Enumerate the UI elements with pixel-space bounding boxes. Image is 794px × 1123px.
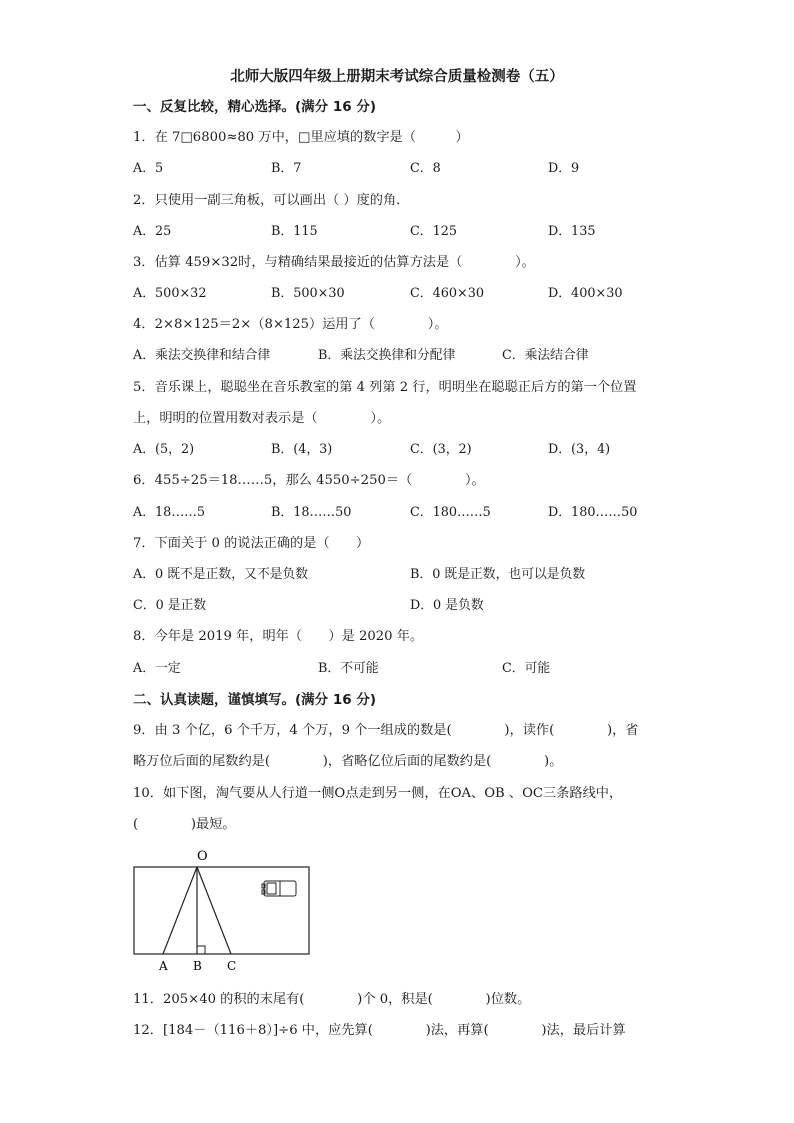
question-10-line-2: ( )最短。	[133, 817, 236, 832]
question-2: 2．只使用一副三角板，可以画出（ ）度的角．	[133, 193, 410, 208]
q5-option-d: D．(3，4)	[548, 442, 611, 457]
question-9-line-1: 9．由 3 个亿，6 个千万，4 个万，9 个一组成的数是( )，读作( )，省	[133, 723, 639, 738]
q5-option-b: B．(4，3)	[271, 442, 333, 457]
question-12: 12．[184－（116＋8）]÷6 中，应先算( )法，再算( )法，最后计算	[133, 1023, 626, 1038]
section-heading-1: 一、反复比较，精心选择。(满分 16 分)	[133, 99, 377, 115]
question-5-line-2: 上，明明的位置用数对表示是（ ）。	[133, 411, 391, 426]
path-oa	[163, 867, 197, 954]
q8-option-b: B．不可能	[318, 661, 379, 676]
q3-option-d: D．400×30	[548, 286, 623, 301]
q2-option-c: C．125	[410, 224, 458, 239]
q6-option-b: B．18……50	[271, 505, 352, 520]
q6-option-d: D．180……50	[548, 505, 638, 520]
q5-option-c: C．(3，2)	[410, 442, 472, 457]
q3-option-c: C．460×30	[410, 286, 485, 301]
road-rectangle	[134, 867, 309, 954]
q3-option-a: A．500×32	[133, 286, 207, 301]
q4-option-b: B．乘法交换律和分配律	[318, 348, 456, 363]
q3-option-b: B．500×30	[271, 286, 345, 301]
q8-option-a: A．一定	[133, 661, 181, 676]
q7-option-a: A．0 既不是正数，又不是负数	[133, 567, 309, 582]
right-angle-mark	[197, 946, 205, 954]
point-b-label: B	[193, 959, 202, 973]
page-title: 北师大版四年级上册期末考试综合质量检测卷（五）	[230, 69, 564, 85]
q7-option-b: B．0 既是正数，也可以是负数	[410, 567, 586, 582]
path-oc	[197, 867, 231, 954]
q1-option-b: B．7	[271, 161, 302, 176]
point-c-label: C	[227, 959, 237, 973]
question-4: 4．2×8×125＝2×（8×125）运用了（ ）。	[133, 317, 448, 332]
q2-option-a: A．25	[133, 224, 172, 239]
q7-option-c: C．0 是正数	[133, 598, 207, 613]
question-6: 6．455÷25＝18……5，那么 4550÷250＝（ ）。	[133, 473, 485, 488]
q1-option-a: A．5	[133, 161, 164, 176]
q2-option-d: D．135	[548, 224, 596, 239]
point-a-label: A	[159, 959, 168, 973]
q4-option-a: A．乘法交换律和结合律	[133, 348, 271, 363]
question-5-line-1: 5．音乐课上，聪聪坐在音乐教室的第 4 列第 2 行，明明坐在聪聪正后方的第一个位置	[133, 380, 637, 395]
question-7: 7．下面关于 0 的说法正确的是（ ）	[133, 536, 370, 551]
q6-option-c: C．180……5	[410, 505, 491, 520]
question-11: 11．205×40 的积的末尾有( )个 0，积是( )位数。	[133, 992, 531, 1007]
q5-option-a: A．(5，2)	[133, 442, 195, 457]
q1-option-c: C．8	[410, 161, 441, 176]
question-9-line-2: 略万位后面的尾数约是( )，省略亿位后面的尾数约是( )。	[133, 754, 563, 769]
question-10-line-1: 10．如下图，淘气要从人行道一侧O点走到另一侧，在OA、OB 、OC三条路线中，	[133, 786, 623, 801]
point-o-label: O	[197, 849, 208, 864]
q7-option-d: D．0 是负数	[410, 598, 484, 613]
q8-option-c: C．可能	[502, 661, 551, 676]
question-1: 1．在 7□6800≈80 万中，□里应填的数字是（ ）	[133, 130, 469, 145]
section-heading-2: 二、认真读题，谨慎填写。(满分 16 分)	[133, 692, 377, 708]
question-8: 8．今年是 2019 年，明年（ ）是 2020 年。	[133, 629, 424, 644]
q4-option-c: C．乘法结合律	[502, 348, 589, 363]
q2-option-b: B．115	[271, 224, 318, 239]
car-icon	[262, 881, 296, 896]
question-3: 3．估算 459×32时，与精确结果最接近的估算方法是（ ）。	[133, 255, 535, 270]
crosswalk-diagram	[130, 845, 320, 975]
q6-option-a: A．18……5	[133, 505, 206, 520]
q1-option-d: D．9	[548, 161, 580, 176]
